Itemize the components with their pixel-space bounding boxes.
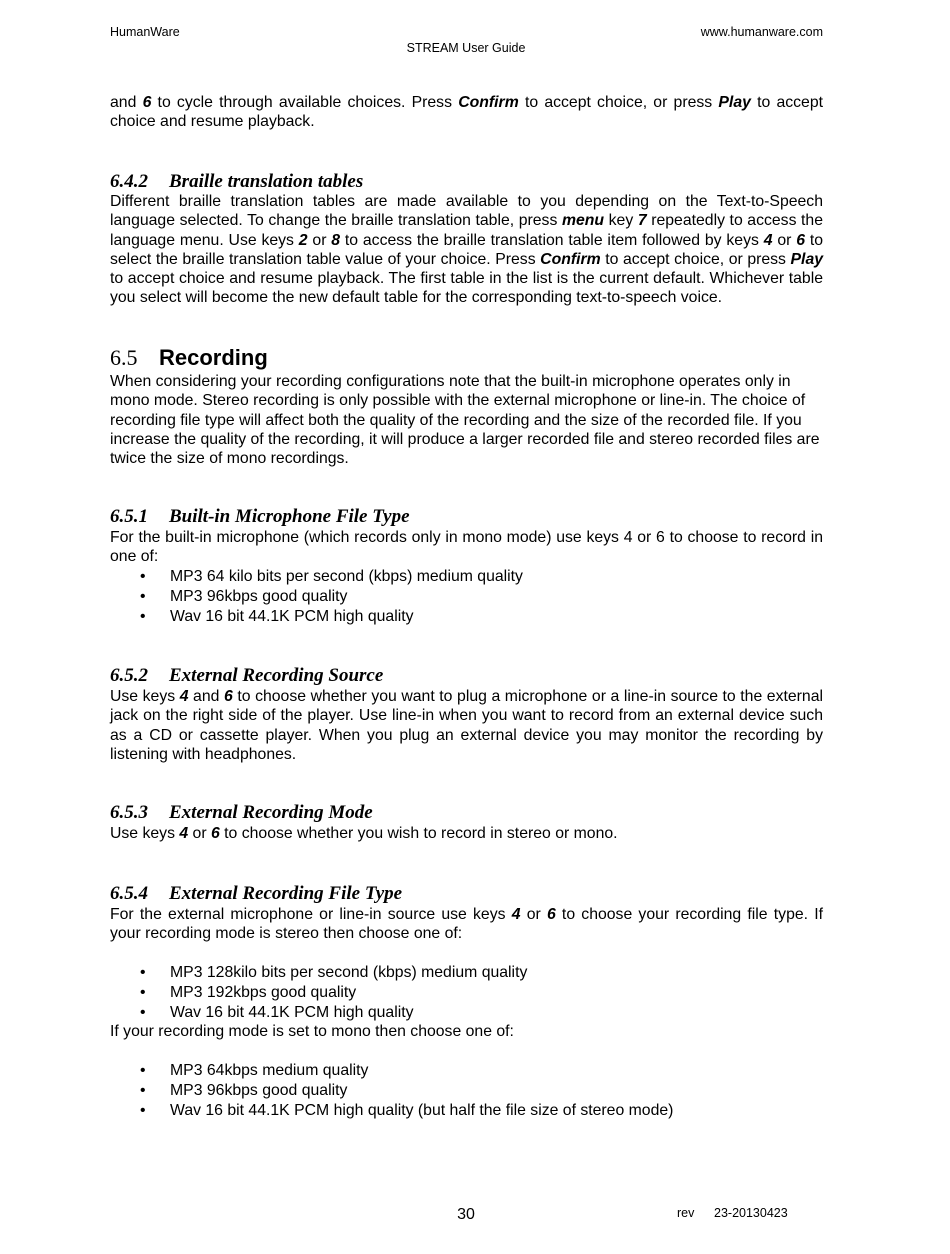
heading-6-5-2: 6.5.2 External Recording Source — [110, 665, 384, 686]
heading-6-4-2: 6.4.2 Braille translation tables — [110, 171, 364, 192]
paragraph-6-5-1: For the built-in microphone (which records only in mono mode) use keys 4 or 6 to choose to record in one of: — [110, 529, 823, 566]
page-number: 30 — [457, 1206, 475, 1223]
heading-6-5-3: 6.5.3 External Recording Mode — [110, 802, 373, 823]
paragraph-6-5: When considering your recording configurations note that the built-in microphone operates only in mono mode. Stereo recording is only possible with the external microphone or line-in. The choice of recording file type will affect both the quality of the recording and the size of the recorded file. If you increase the quality of the recording, it will produce a larger recorded file and stereo recorded files are twice the size of mono recordings. — [110, 373, 820, 468]
footer-rev-label: rev — [677, 1206, 695, 1220]
list-item: • Wav 16 bit 44.1K PCM high quality — [140, 608, 414, 625]
paragraph-6-5-2: Use keys 4 and 6 to choose whether you want to plug a microphone or a line-in source to the external jack on the right side of the player. Use line-in when you want to record from an external device such as a CD or cassette player. When you plug an external device you may monitor the recording by listening with headphones. — [110, 688, 823, 763]
list-item: • Wav 16 bit 44.1K PCM high quality (but half the file size of stereo mode) — [140, 1102, 674, 1119]
header-left: HumanWare — [110, 25, 180, 39]
bullet-list-builtin — [140, 567, 830, 627]
header-center: STREAM User Guide — [406, 41, 526, 55]
list-item: • MP3 96kbps good quality — [140, 588, 348, 605]
heading-6-5: 6.5 Recording — [110, 345, 268, 370]
list-item: • MP3 64 kilo bits per second (kbps) medium quality — [140, 568, 523, 585]
list-item: • MP3 64kbps medium quality — [140, 1062, 369, 1079]
list-item: • MP3 96kbps good quality — [140, 1082, 348, 1099]
intro-paragraph: and 6 to cycle through available choices. Press Confirm to accept choice, or press Play to accept choice and resume playback. — [110, 94, 824, 131]
header-right: www.humanware.com — [700, 25, 823, 39]
list-item: • MP3 128kilo bits per second (kbps) medium quality — [140, 964, 528, 981]
paragraph-6-5-3: Use keys 4 or 6 to choose whether you wish to record in stereo or mono. — [110, 825, 618, 842]
paragraph-mono-intro: If your recording mode is set to mono then choose one of: — [110, 1023, 514, 1040]
paragraph-6-4-2: Different braille translation tables are made available to you depending on the Text-to-Speech language selected. To change the braille translation table, press menu key 7 repeatedly to access the language menu. Use keys 2 or 8 to access the braille translation table item followed by keys 4 or 6 to select the braille translation table value of your choice. Press Confirm to accept choice, or press Play to accept choice and resume playback. The first table in the list is the current default. Whichever table you select will become the new default table for the corresponding text-to-speech voice. — [110, 193, 824, 307]
paragraph-6-5-4: For the external microphone or line-in source use keys 4 or 6 to choose your recording file type. If your recording mode is stereo then choose one of: — [110, 906, 824, 943]
heading-6-5-4: 6.5.4 External Recording File Type — [110, 883, 403, 904]
footer-rev-value: 23-20130423 — [714, 1206, 788, 1220]
list-item: • MP3 192kbps good quality — [140, 984, 357, 1001]
bullet-list-mono — [140, 1061, 830, 1121]
bullet-list-stereo — [140, 963, 830, 1023]
list-item: • Wav 16 bit 44.1K PCM high quality — [140, 1004, 414, 1021]
heading-6-5-1: 6.5.1 Built-in Microphone File Type — [110, 506, 410, 527]
